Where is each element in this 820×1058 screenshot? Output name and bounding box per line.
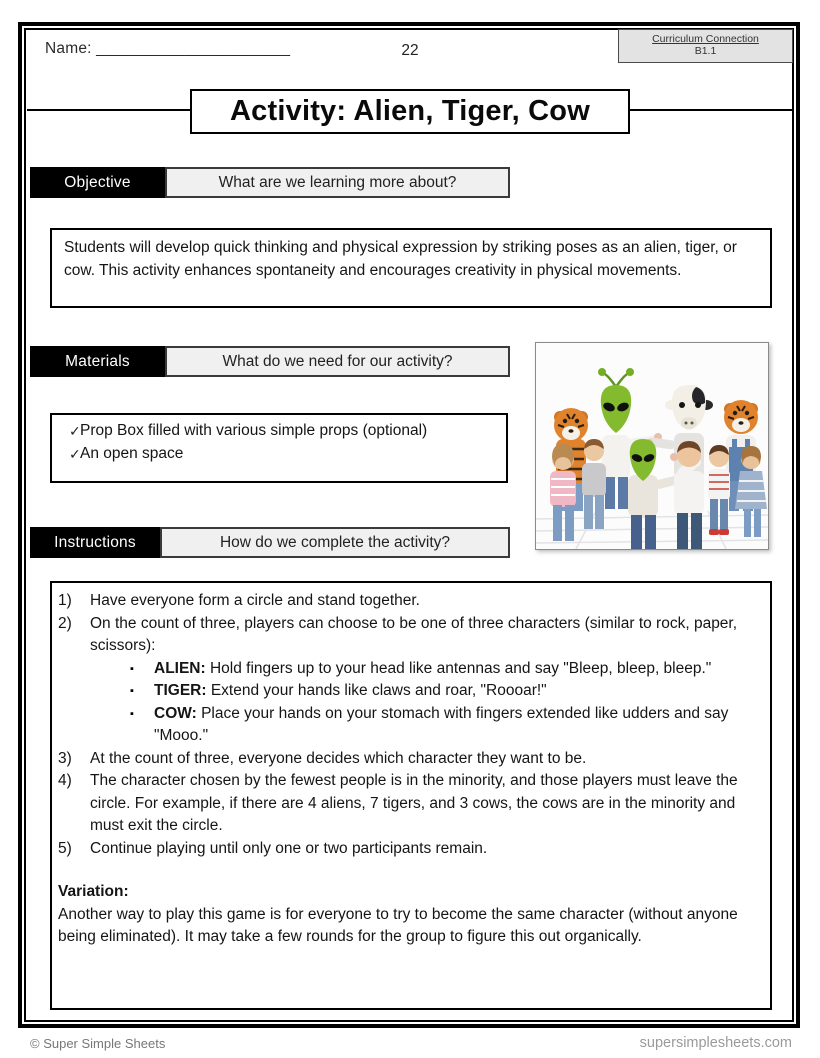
page-title: Activity: Alien, Tiger, Cow <box>190 89 630 134</box>
curriculum-code: B1.1 <box>694 45 717 57</box>
instruction-sub-item <box>58 658 760 681</box>
square-bullet-icon: ▪ <box>130 662 134 675</box>
materials-item-text: Prop Box filled with various simple props (optional) <box>80 422 428 439</box>
instruction-step-text: At the count of three, everyone decides which character they want to be. <box>90 749 587 767</box>
materials-item <box>52 443 498 466</box>
activity-photo <box>535 342 769 550</box>
instruction-step <box>58 613 760 658</box>
variation-text: Another way to play this game is for everyone to try to become the same character (without anyone being eliminated). It may take a few rounds for the group to figure this out organically. <box>58 905 738 945</box>
instruction-step-text: Have everyone form a circle and stand together. <box>90 592 420 609</box>
materials-item <box>52 420 498 443</box>
square-bullet-icon: ▪ <box>130 685 134 697</box>
materials-question: What do we need for our activity? <box>165 346 510 377</box>
objective-question: What are we learning more about? <box>165 167 510 198</box>
materials-section-label: Materials <box>30 346 165 377</box>
variation-title: Variation: <box>58 883 129 900</box>
instruction-step-text: Continue playing until only one or two participants remain. <box>90 839 488 857</box>
instruction-step-number: 2) <box>58 614 72 632</box>
materials-list-box <box>50 413 508 483</box>
footer-copyright: © Super Simple Sheets <box>30 1036 166 1051</box>
checkmark-icon: ✓ <box>69 445 81 462</box>
footer-website: supersimplesheets.com <box>639 1035 792 1051</box>
curriculum-connection-label: Curriculum Connection <box>652 33 759 45</box>
objective-text-box: Students will develop quick thinking and physical expression by striking poses as an alien, tiger, or cow. This activity enhances spontaneity and encourages creativity in physical movements. <box>50 228 772 308</box>
instruction-step <box>58 590 760 613</box>
instruction-step-number: 5) <box>58 839 72 857</box>
page-number: 22 <box>401 42 419 59</box>
instructions-list-box <box>50 581 772 1010</box>
instructions-question: How do we complete the activity? <box>160 527 510 558</box>
instruction-sub-text: ALIEN: Hold fingers up to your head like antennas and say "Bleep, bleep, bleep." <box>154 659 712 677</box>
materials-item-text: An open space <box>80 444 184 462</box>
checkmark-icon: ✓ <box>69 423 81 439</box>
square-bullet-icon: ▪ <box>130 707 134 720</box>
instruction-step-text: On the count of three, players can choose to be one of three characters (similar to rock, paper, scissors): <box>90 614 738 654</box>
instructions-section-label: Instructions <box>30 527 160 558</box>
instruction-sub-text: TIGER: Extend your hands like claws and roar, "Roooar!" <box>154 682 547 699</box>
instruction-step <box>58 838 760 861</box>
instruction-sub-item <box>58 680 760 703</box>
instruction-step-number: 1) <box>58 592 72 609</box>
activity-photo-illustration <box>536 343 768 549</box>
instruction-step <box>58 748 760 771</box>
name-field[interactable]: Name: ______________________ <box>45 40 291 57</box>
instruction-sub-item <box>58 703 760 748</box>
curriculum-connection-badge <box>618 29 793 63</box>
instruction-step-number: 3) <box>58 749 72 767</box>
instruction-step-text: The character chosen by the fewest people is in the minority, and those players must leave the circle. For example, if there are 4 aliens, 7 tigers, and 3 cows, the cows are in the minority and must exit the circle. <box>90 772 738 834</box>
instruction-step-number: 4) <box>58 772 72 789</box>
instruction-sub-text: COW: Place your hands on your stomach with fingers extended like udders and say "Mooo." <box>154 704 729 744</box>
instruction-step <box>58 770 760 838</box>
objective-section-label: Objective <box>30 167 165 198</box>
